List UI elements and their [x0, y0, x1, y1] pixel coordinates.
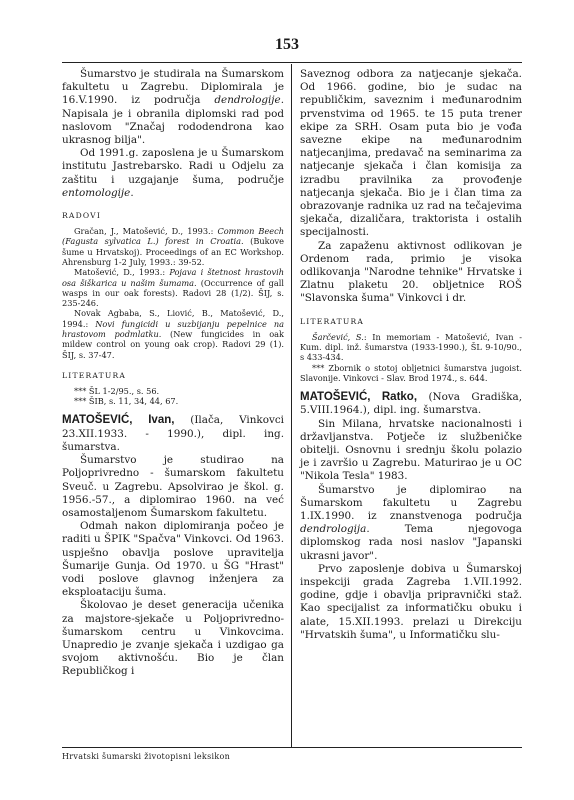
bio2-continued-paragraph-2: Za zapaženu aktivnost odlikovan je Ordenom rada, primio je visoka odlikovanja "Narodne tehnike" Hrvatske i Zlatnu plaketu 20. obljetnice ROŠ "Slavonska šuma" Vinkovci i dr.	[300, 239, 522, 305]
radovi-heading: RADOVI	[62, 211, 102, 221]
bio3-name: MATOŠEVIĆ, Ratko,	[300, 391, 418, 404]
literatura-item: Šarčević, S.: In memoriam - Matošević, Ivan - Kum. dipl. inž. šumarstva (1933-1990.), ŠL 9-10/90., s 433-434.	[300, 331, 522, 363]
bio1-paragraph-1: Šumarstvo je studirala na Šumarskom fakultetu u Zagrebu. Diplomirala je 16.V.1990. iz područja dendrologije. Napisala je i obranila diplomski rad pod naslovom "Značaj rododendrona kao ukrasnog bilja".	[62, 68, 284, 147]
literatura-item: *** ŠL 1-2/95., s. 56.	[74, 385, 160, 396]
top-rule	[62, 62, 522, 63]
radovi-item: Gračan, J., Matošević, D., 1993.: Common Beech (Fagusta sylvatica L.) forest in Croatia. (Bukove šume u Hrvatskoj). Proceedings of an EC Workshop. Ahrensburg 1-2 July, 1993.: 39-52.	[62, 226, 284, 267]
bio2-paragraph-3: Školovao je deset generacija učenika za majstore-sjekače u Poljoprivredno-šumarskom centru u Vinkovcima. Unapredio je zvanje sjekača i uzdigao ga svojom aktivnošću. Bio je član Republičkog i	[62, 599, 284, 678]
literatura-item: *** ŠIB, s. 11, 34, 44, 67.	[74, 396, 179, 407]
literatura-heading: LITERATURA	[300, 316, 365, 326]
footer-title: Hrvatski šumarski životopisni leksikon	[62, 752, 231, 761]
right-column	[300, 68, 522, 642]
bio3-paragraph-3: Prvo zaposlenje dobiva u Šumarskoj inspekciji grada Zagreba 1.VII.1992. godine, gdje i obavlja pripravnički staž. Kao specijalist za informatičku obuku i alate, 15.XII.1993. prelazi u Direkciju "Hrvatskih šuma", u Informatičku slu-	[300, 562, 522, 641]
term-dendrology: dendrologije	[214, 94, 281, 107]
term-dendrology: dendrologija	[300, 523, 367, 536]
bio3-paragraph-1: Sin Milana, hrvatske nacionalnosti i državljanstva. Potječe iz službeničke obitelji. Osnovnu i srednju školu polazio je i završio u Zagrebu. Maturirao je u OC "Nikola Tesla" 1983.	[300, 417, 522, 483]
bio2-header: MATOŠEVIĆ, Ivan, (Ilača, Vinkovci 23.XII.1933. - 1990.), dipl. ing. šumarstva.	[62, 414, 284, 453]
bio2-paragraph-2: Odmah nakon diplomiranja počeo je raditi u ŠPIK "Spačva" Vinkovci. Od 1963. uspješno obavlja poslove upravitelja Šumarije Gunja. Od 1970. u ŠG "Hrast" vodi poslove glavnog inženjera za eksploataciju šuma.	[62, 520, 284, 599]
radovi-item: Novak Agbaba, S., Liović, B., Matošević, D., 1994.: Novi fungicidi u suzbijanju pepelnice na hrastovom podmlatku. (New fungicides in oak mildew control on young oak crop). Radovi 29 (1). ŠIJ, s. 37-47.	[62, 308, 284, 360]
left-column	[62, 68, 284, 679]
radovi-item: Matošević, D., 1993.: Pojava i štetnost hrastovih osa šiškarica u našim šumama. (Occurrence of gall wasps in our oak forests). Radovi 28 (1/2). ŠIJ, s. 235-246.	[62, 267, 284, 309]
column-divider	[291, 64, 292, 747]
bio2-name: MATOŠEVIĆ, Ivan,	[62, 414, 175, 427]
bio3-paragraph-2: Šumarstvo je diplomirao na Šumarskom fakultetu u Zagrebu 1.IX.1990. iz znanstvenoga područja dendrologija. Tema njegovoga diplomskog rada nosi naslov "Japanski ukrasni javor".	[300, 483, 522, 562]
literatura-heading: LITERATURA	[62, 370, 127, 380]
bio2-paragraph-1: Šumarstvo je studirao na Poljoprivredno - šumarskom fakultetu Sveuč. u Zagrebu. Apsolvirao je škol. g. 1956.-57., a diplomirao 1960. na već osamostaljenom Šumarskom fakultetu.	[62, 454, 284, 519]
term-entomology: entomologije	[62, 186, 131, 199]
bio1-paragraph-2: Od 1991.g. zaposlena je u Šumarskom institutu Jastrebarsko. Radi u Odjelu za zaštitu i uzgajanje šuma, područje entomologije.	[62, 147, 284, 199]
bio2-continued-paragraph-1: Saveznog odbora za natjecanje sjekača. Od 1966. godine, bio je sudac na republičkim, saveznim i međunarodnim prvenstvima od 1965. te 15 puta trener ekipe za SRH. Osam puta bio je vođa savezne ekipe na međunarodnim natjecanjima, predavač na seminarima za natjecanje sjekača i član komisija za izradbu pravilnika za provođenje natjecanja sjekača. Bio je i član tima za obrazovanje radnika uz rad na tečajevima sjekača, dizaličara, traktorista i ostalih specijalnosti.	[300, 68, 522, 239]
bio3-header: MATOŠEVIĆ, Ratko, (Nova Gradiška, 5.VIII.1964.), dipl. ing. šumarstva.	[300, 391, 522, 417]
bottom-rule	[62, 747, 522, 748]
page-number: 153	[275, 36, 299, 53]
literatura-item: *** Zbornik o stotoj obljetnici šumarstva jugoist. Slavonije. Vinkovci - Slav. Brod 1974., s. 644.	[300, 362, 522, 383]
